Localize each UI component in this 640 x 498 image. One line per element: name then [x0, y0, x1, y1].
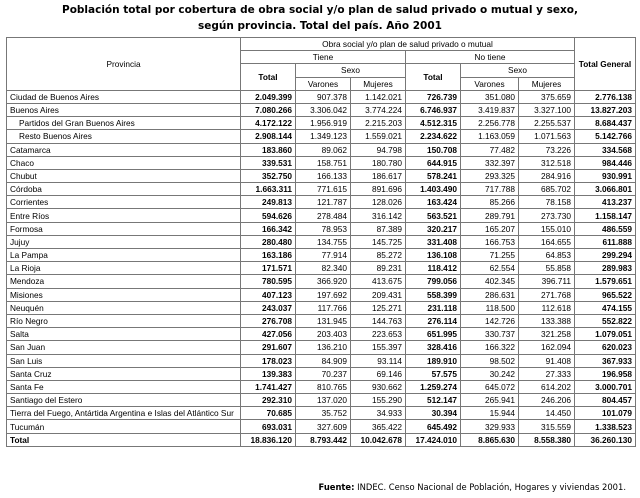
- cell-n-muj: 162.094: [519, 341, 575, 354]
- cell-general: 486.559: [575, 222, 636, 235]
- cell-n-total: 57.575: [406, 367, 461, 380]
- cell-n-var: 286.631: [461, 288, 519, 301]
- cell-t-muj: 155.397: [351, 341, 406, 354]
- cell-n-muj: 685.702: [519, 183, 575, 196]
- cell-general: 930.991: [575, 169, 636, 182]
- cell-n-var: 62.554: [461, 262, 519, 275]
- cell-n-total: 645.492: [406, 420, 461, 433]
- cell-t-muj: 2.215.203: [351, 117, 406, 130]
- cell-n-muj: 64.853: [519, 249, 575, 262]
- cell-n-muj: 321.258: [519, 328, 575, 341]
- header-tiene-sexo: Sexo: [296, 64, 406, 77]
- cell-n-muj: 2.255.537: [519, 117, 575, 130]
- cell-n-total: 231.118: [406, 301, 461, 314]
- cell-t-total: 163.186: [241, 249, 296, 262]
- table-row: [7, 183, 636, 196]
- table-title-line-2: según provincia. Total del país. Año 2001: [198, 20, 442, 32]
- cell-n-muj: 155.010: [519, 222, 575, 235]
- cell-n-muj: 164.655: [519, 235, 575, 248]
- cell-n-total: 136.108: [406, 249, 461, 262]
- cell-n-total: 644.915: [406, 156, 461, 169]
- cell-t-total: 339.531: [241, 156, 296, 169]
- cell-t-var: 1.956.919: [296, 117, 351, 130]
- cell-general: 984.446: [575, 156, 636, 169]
- province-name: Córdoba: [7, 183, 241, 196]
- cell-t-var: 70.237: [296, 367, 351, 380]
- header-tiene-mujeres: Mujeres: [351, 77, 406, 90]
- province-name: Chaco: [7, 156, 241, 169]
- cell-n-total: 563.521: [406, 209, 461, 222]
- cell-n-var: 3.419.837: [461, 103, 519, 116]
- cell-general: 367.933: [575, 354, 636, 367]
- cell-t-var: 8.793.442: [296, 433, 351, 446]
- table-row: [7, 169, 636, 182]
- table-row: [7, 420, 636, 433]
- cell-t-muj: 186.617: [351, 169, 406, 182]
- source-label: Fuente:: [318, 482, 355, 492]
- province-name: Corrientes: [7, 196, 241, 209]
- table-row: [7, 328, 636, 341]
- cell-general: 196.958: [575, 367, 636, 380]
- province-name: Salta: [7, 328, 241, 341]
- table-row: [7, 235, 636, 248]
- cell-n-muj: 73.226: [519, 143, 575, 156]
- cell-general: 5.142.766: [575, 130, 636, 143]
- cell-n-var: 118.500: [461, 301, 519, 314]
- cell-n-var: 98.502: [461, 354, 519, 367]
- total-row: [7, 433, 636, 446]
- cell-t-muj: 1.142.021: [351, 90, 406, 103]
- cell-general: 620.023: [575, 341, 636, 354]
- table-row: [7, 196, 636, 209]
- cell-t-muj: 145.725: [351, 235, 406, 248]
- province-name: Partidos del Gran Buenos Aires: [7, 117, 241, 130]
- cell-n-total: 651.995: [406, 328, 461, 341]
- cell-t-var: 327.609: [296, 420, 351, 433]
- table-row: [7, 407, 636, 420]
- province-name: Ciudad de Buenos Aires: [7, 90, 241, 103]
- cell-n-var: 71.255: [461, 249, 519, 262]
- cell-t-muj: 223.653: [351, 328, 406, 341]
- cell-t-var: 131.945: [296, 314, 351, 327]
- source-text: INDEC. Censo Nacional de Población, Hogares y viviendas 2001.: [357, 482, 626, 492]
- province-name: Río Negro: [7, 314, 241, 327]
- cell-general: 1.158.147: [575, 209, 636, 222]
- cell-t-total: 780.595: [241, 275, 296, 288]
- header-no-tiene-varones: Varones: [461, 77, 519, 90]
- cell-t-var: 907.378: [296, 90, 351, 103]
- cell-n-total: 118.412: [406, 262, 461, 275]
- cell-n-var: 2.256.778: [461, 117, 519, 130]
- cell-general: 3.000.701: [575, 380, 636, 393]
- cell-general: 804.457: [575, 394, 636, 407]
- cell-general: 8.684.437: [575, 117, 636, 130]
- cell-n-muj: 133.388: [519, 314, 575, 327]
- cell-t-var: 771.615: [296, 183, 351, 196]
- table-title-line-1: Población total por cobertura de obra social y/o plan de salud privado o mutual y sexo,: [62, 4, 578, 16]
- cell-n-var: 77.482: [461, 143, 519, 156]
- province-name: Jujuy: [7, 235, 241, 248]
- province-name: Santiago del Estero: [7, 394, 241, 407]
- cell-t-total: 427.056: [241, 328, 296, 341]
- cell-t-var: 366.920: [296, 275, 351, 288]
- cell-t-muj: 144.763: [351, 314, 406, 327]
- header-tiene: Tiene: [241, 51, 406, 64]
- cell-n-muj: 8.558.380: [519, 433, 575, 446]
- cell-t-var: 3.306.042: [296, 103, 351, 116]
- cell-n-total: 276.114: [406, 314, 461, 327]
- province-name: La Rioja: [7, 262, 241, 275]
- cell-t-muj: 89.231: [351, 262, 406, 275]
- cell-t-var: 137.020: [296, 394, 351, 407]
- cell-n-total: 6.746.937: [406, 103, 461, 116]
- cell-general: 299.294: [575, 249, 636, 262]
- cell-n-muj: 273.730: [519, 209, 575, 222]
- cell-general: 334.568: [575, 143, 636, 156]
- table-body: [7, 90, 636, 446]
- cell-n-muj: 271.768: [519, 288, 575, 301]
- cell-t-var: 810.765: [296, 380, 351, 393]
- cell-n-total: 2.234.622: [406, 130, 461, 143]
- cell-t-muj: 87.389: [351, 222, 406, 235]
- cell-n-var: 142.726: [461, 314, 519, 327]
- cell-t-muj: 69.146: [351, 367, 406, 380]
- table-row: [7, 288, 636, 301]
- cell-n-muj: 246.206: [519, 394, 575, 407]
- cell-n-var: 8.865.630: [461, 433, 519, 446]
- cell-n-total: 328.416: [406, 341, 461, 354]
- cell-n-muj: 375.659: [519, 90, 575, 103]
- cell-n-var: 15.944: [461, 407, 519, 420]
- cell-t-muj: 85.272: [351, 249, 406, 262]
- province-name: Mendoza: [7, 275, 241, 288]
- cell-t-total: 352.750: [241, 169, 296, 182]
- cell-n-total: 1.259.274: [406, 380, 461, 393]
- cell-general: 1.079.051: [575, 328, 636, 341]
- cell-n-muj: 14.450: [519, 407, 575, 420]
- header-tiene-total: Total: [241, 64, 296, 90]
- cell-t-total: 280.480: [241, 235, 296, 248]
- cell-n-muj: 315.559: [519, 420, 575, 433]
- header-no-tiene-mujeres: Mujeres: [519, 77, 575, 90]
- table-row: [7, 143, 636, 156]
- header-no-tiene-sexo: Sexo: [461, 64, 575, 77]
- cell-n-var: 30.242: [461, 367, 519, 380]
- cell-t-total: 291.607: [241, 341, 296, 354]
- cell-t-muj: 365.422: [351, 420, 406, 433]
- cell-t-total: 139.383: [241, 367, 296, 380]
- cell-general: 101.079: [575, 407, 636, 420]
- cell-n-muj: 55.858: [519, 262, 575, 275]
- cell-n-total: 320.217: [406, 222, 461, 235]
- table-row: [7, 90, 636, 103]
- province-name: Entre Ríos: [7, 209, 241, 222]
- province-name: Santa Cruz: [7, 367, 241, 380]
- cell-t-var: 78.953: [296, 222, 351, 235]
- cell-t-muj: 930.662: [351, 380, 406, 393]
- province-name: Catamarca: [7, 143, 241, 156]
- province-name: San Luis: [7, 354, 241, 367]
- cell-n-total: 150.708: [406, 143, 461, 156]
- cell-general: 1.338.523: [575, 420, 636, 433]
- cell-n-var: 166.753: [461, 235, 519, 248]
- cell-n-var: 645.072: [461, 380, 519, 393]
- cell-n-var: 717.788: [461, 183, 519, 196]
- province-name: San Juan: [7, 341, 241, 354]
- cell-n-total: 189.910: [406, 354, 461, 367]
- cell-general: 13.827.203: [575, 103, 636, 116]
- cell-t-total: 243.037: [241, 301, 296, 314]
- cell-t-var: 197.692: [296, 288, 351, 301]
- cell-t-muj: 155.290: [351, 394, 406, 407]
- cell-general: 474.155: [575, 301, 636, 314]
- cell-n-muj: 1.071.563: [519, 130, 575, 143]
- cell-t-muj: 128.026: [351, 196, 406, 209]
- cell-t-var: 84.909: [296, 354, 351, 367]
- cell-general: 611.888: [575, 235, 636, 248]
- cell-t-var: 278.484: [296, 209, 351, 222]
- cell-t-var: 134.755: [296, 235, 351, 248]
- cell-n-total: 17.424.010: [406, 433, 461, 446]
- cell-general: 1.579.651: [575, 275, 636, 288]
- cell-n-var: 330.737: [461, 328, 519, 341]
- cell-n-var: 329.933: [461, 420, 519, 433]
- header-obra-social: Obra social y/o plan de salud privado o mutual: [241, 38, 575, 51]
- cell-t-total: 18.836.120: [241, 433, 296, 446]
- cell-t-total: 1.741.427: [241, 380, 296, 393]
- cell-t-var: 121.787: [296, 196, 351, 209]
- table-row: [7, 341, 636, 354]
- cell-t-var: 203.403: [296, 328, 351, 341]
- cell-t-total: 183.860: [241, 143, 296, 156]
- cell-n-var: 293.325: [461, 169, 519, 182]
- cell-t-total: 276.708: [241, 314, 296, 327]
- cell-t-total: 249.813: [241, 196, 296, 209]
- cell-general: 3.066.801: [575, 183, 636, 196]
- cell-n-total: 331.408: [406, 235, 461, 248]
- province-name: Chubut: [7, 169, 241, 182]
- cell-n-total: 558.399: [406, 288, 461, 301]
- cell-n-var: 166.322: [461, 341, 519, 354]
- cell-general: 965.522: [575, 288, 636, 301]
- cell-t-muj: 316.142: [351, 209, 406, 222]
- header-tiene-varones: Varones: [296, 77, 351, 90]
- cell-n-total: 30.394: [406, 407, 461, 420]
- cell-t-total: 693.031: [241, 420, 296, 433]
- cell-n-total: 512.147: [406, 394, 461, 407]
- cell-n-var: 351.080: [461, 90, 519, 103]
- cell-t-total: 70.685: [241, 407, 296, 420]
- cell-t-total: 1.663.311: [241, 183, 296, 196]
- cell-n-total: 163.424: [406, 196, 461, 209]
- cell-t-var: 89.062: [296, 143, 351, 156]
- cell-t-var: 117.766: [296, 301, 351, 314]
- province-name: Tierra del Fuego, Antártida Argentina e Islas del Atlántico Sur: [7, 407, 241, 420]
- province-name: Santa Fe: [7, 380, 241, 393]
- cell-n-var: 402.345: [461, 275, 519, 288]
- cell-general: 2.776.138: [575, 90, 636, 103]
- cell-n-muj: 112.618: [519, 301, 575, 314]
- cell-t-total: 2.908.144: [241, 130, 296, 143]
- cell-t-total: 166.342: [241, 222, 296, 235]
- source-note: [319, 482, 626, 492]
- cell-t-muj: 10.042.678: [351, 433, 406, 446]
- cell-t-muj: 891.696: [351, 183, 406, 196]
- cell-n-muj: 614.202: [519, 380, 575, 393]
- cell-n-muj: 312.518: [519, 156, 575, 169]
- cell-n-var: 165.207: [461, 222, 519, 235]
- cell-t-total: 594.626: [241, 209, 296, 222]
- population-table: [6, 37, 636, 447]
- cell-n-total: 726.739: [406, 90, 461, 103]
- cell-n-total: 799.056: [406, 275, 461, 288]
- cell-t-muj: 125.271: [351, 301, 406, 314]
- cell-t-var: 35.752: [296, 407, 351, 420]
- table-row: [7, 380, 636, 393]
- province-name: Buenos Aires: [7, 103, 241, 116]
- cell-n-muj: 27.333: [519, 367, 575, 380]
- province-name: Formosa: [7, 222, 241, 235]
- cell-t-var: 1.349.123: [296, 130, 351, 143]
- cell-t-total: 7.080.266: [241, 103, 296, 116]
- table-row: [7, 249, 636, 262]
- cell-t-muj: 93.114: [351, 354, 406, 367]
- cell-t-muj: 34.933: [351, 407, 406, 420]
- table-row: [7, 314, 636, 327]
- cell-t-total: 171.571: [241, 262, 296, 275]
- cell-t-muj: 209.431: [351, 288, 406, 301]
- table-row: [7, 209, 636, 222]
- table-row: [7, 394, 636, 407]
- cell-t-var: 166.133: [296, 169, 351, 182]
- table-row: [7, 103, 636, 116]
- cell-t-muj: 1.559.021: [351, 130, 406, 143]
- cell-general: 552.822: [575, 314, 636, 327]
- cell-n-var: 289.791: [461, 209, 519, 222]
- table-row: [7, 275, 636, 288]
- cell-t-total: 2.049.399: [241, 90, 296, 103]
- cell-n-muj: 284.916: [519, 169, 575, 182]
- table-row: [7, 156, 636, 169]
- table-row: [7, 262, 636, 275]
- table-row: [7, 130, 636, 143]
- header-no-tiene-total: Total: [406, 64, 461, 90]
- province-name: Resto Buenos Aires: [7, 130, 241, 143]
- table-row: [7, 367, 636, 380]
- table-row: [7, 117, 636, 130]
- cell-t-total: 407.123: [241, 288, 296, 301]
- cell-t-var: 77.914: [296, 249, 351, 262]
- cell-t-var: 82.340: [296, 262, 351, 275]
- cell-t-total: 292.310: [241, 394, 296, 407]
- cell-t-total: 4.172.122: [241, 117, 296, 130]
- province-name: Neuquén: [7, 301, 241, 314]
- cell-general: 36.260.130: [575, 433, 636, 446]
- cell-n-var: 265.941: [461, 394, 519, 407]
- cell-n-var: 1.163.059: [461, 130, 519, 143]
- table-row: [7, 301, 636, 314]
- cell-t-muj: 413.675: [351, 275, 406, 288]
- header-total-general: Total General: [575, 38, 636, 91]
- cell-t-var: 158.751: [296, 156, 351, 169]
- province-name: Total: [7, 433, 241, 446]
- cell-n-muj: 3.327.100: [519, 103, 575, 116]
- cell-n-total: 1.403.490: [406, 183, 461, 196]
- header-provincia: Provincia: [7, 38, 241, 91]
- cell-t-muj: 180.780: [351, 156, 406, 169]
- cell-t-muj: 94.798: [351, 143, 406, 156]
- cell-n-total: 578.241: [406, 169, 461, 182]
- table-title: [0, 2, 640, 34]
- cell-t-var: 136.210: [296, 341, 351, 354]
- cell-t-total: 178.023: [241, 354, 296, 367]
- cell-t-muj: 3.774.224: [351, 103, 406, 116]
- cell-n-var: 85.266: [461, 196, 519, 209]
- cell-n-muj: 78.158: [519, 196, 575, 209]
- table-row: [7, 222, 636, 235]
- cell-n-muj: 396.711: [519, 275, 575, 288]
- cell-n-total: 4.512.315: [406, 117, 461, 130]
- province-name: Misiones: [7, 288, 241, 301]
- province-name: La Pampa: [7, 249, 241, 262]
- table-row: [7, 354, 636, 367]
- cell-general: 413.237: [575, 196, 636, 209]
- cell-general: 289.983: [575, 262, 636, 275]
- cell-n-var: 332.397: [461, 156, 519, 169]
- cell-n-muj: 91.408: [519, 354, 575, 367]
- header-no-tiene: No tiene: [406, 51, 575, 64]
- province-name: Tucumán: [7, 420, 241, 433]
